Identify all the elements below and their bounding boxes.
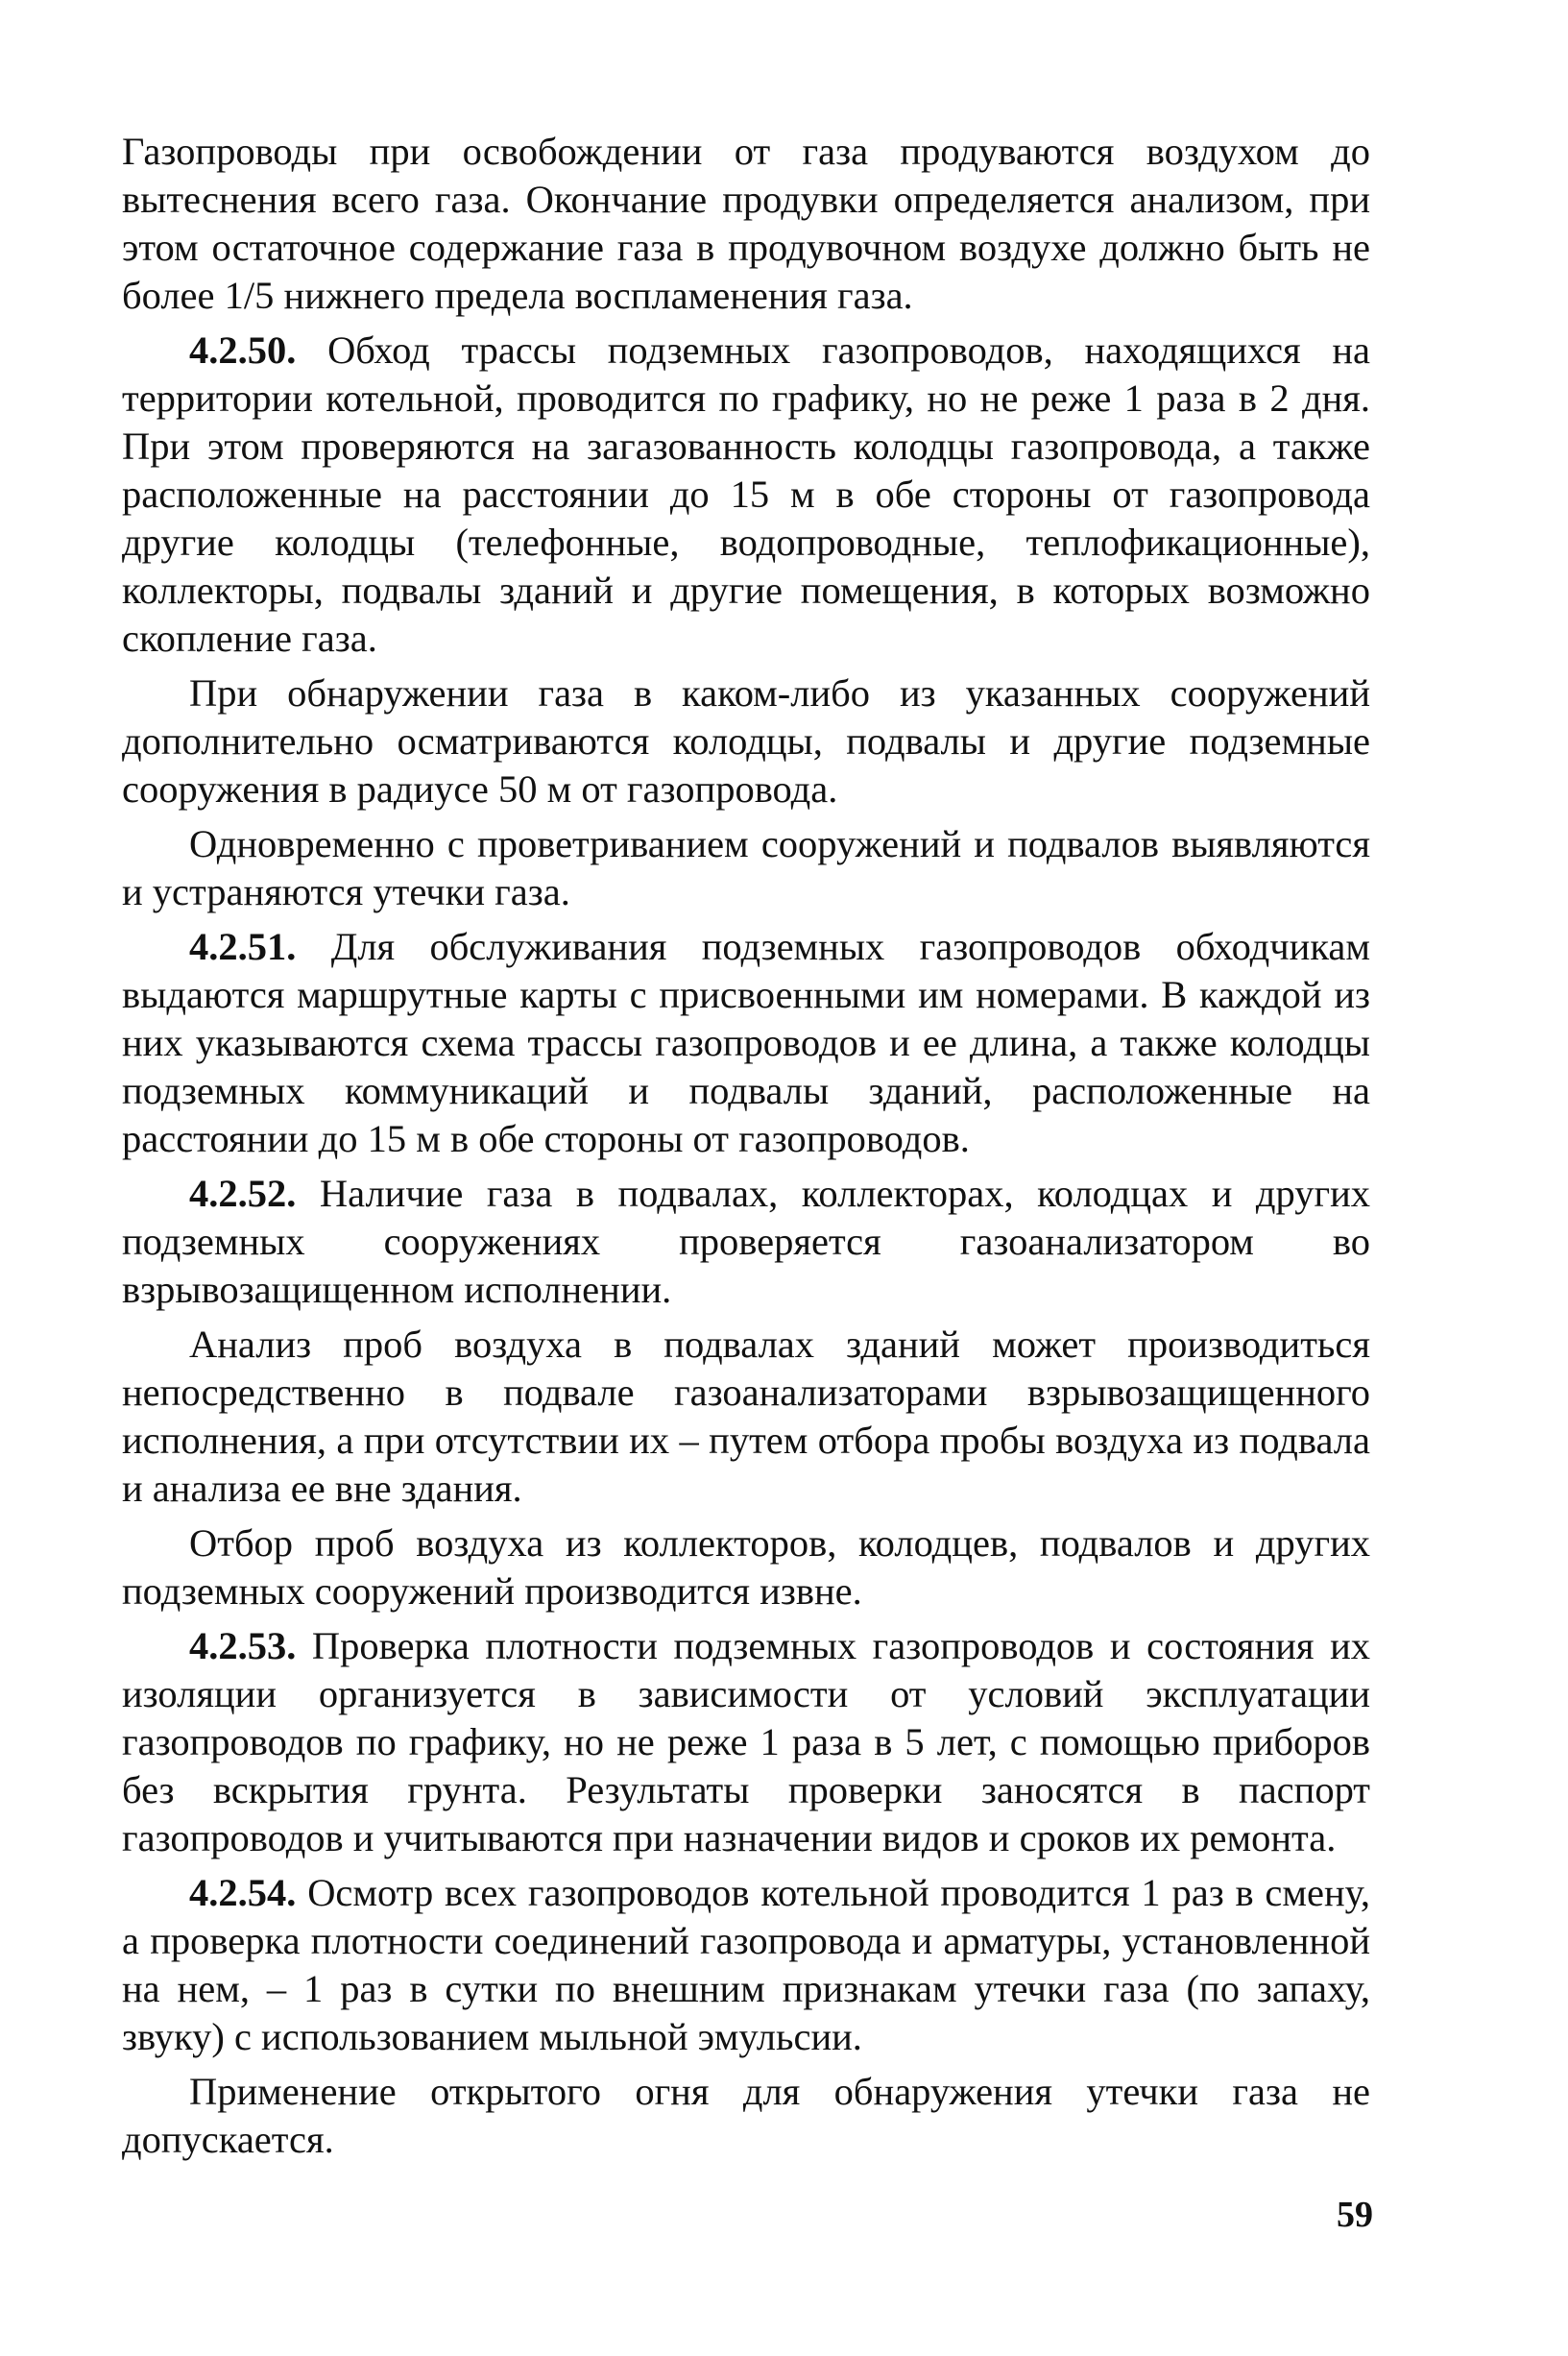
paragraph-air-sampling	[122, 1519, 1370, 1615]
paragraph-gas-detection	[122, 669, 1370, 814]
paragraph-text: Для обслуживания подземных газопроводов обходчикам выдаются маршрутные карты с присвоенными им номерами. В каждой из них указываются схема трассы газопроводов и ее длина, а также колодцы подземных коммуникаций и подвалы зданий, расположенные на расстоянии до 15 м в обе стороны от газопроводов.	[122, 925, 1371, 1160]
paragraph-text: Газопроводы при освобождении от газа продуваются воздухом до вытеснения всего газа. Окончание продувки определяется анализом, при этом остаточное содержание газа в продувочном воздухе должно быть не более 1/5 нижнего предела воспламенения газа.	[122, 130, 1370, 317]
paragraph-text: Наличие газа в подвалах, коллекторах, колодцах и других подземных сооружениях проверяется газоанализатором во взрывозащищенном исполнении.	[122, 1172, 1371, 1311]
paragraph-text: Применение открытого огня для обнаружения утечки газа не допускается.	[122, 2070, 1370, 2161]
paragraph-4-2-53	[122, 1622, 1370, 1862]
paragraph-text: Одновременно с проветриванием сооружений и подвалов выявляются и устраняются утечки газа.	[122, 822, 1370, 913]
paragraph-4-2-51	[122, 923, 1370, 1163]
paragraph-text: Проверка плотности подземных газопроводов и состояния их изоляции организуется в зависимости от условий эксплуатации газопроводов по графику, но не реже 1 раза в 5 лет, с помощью приборов без вскрытия грунта. Результаты проверки заносятся в паспорт газопроводов и учитываются при назначении видов и сроков их ремонта.	[122, 1624, 1370, 1859]
document-page	[122, 128, 1370, 2260]
clause-number: 4.2.50.	[189, 328, 297, 372]
paragraph-purge	[122, 128, 1370, 320]
paragraph-open-fire	[122, 2068, 1370, 2164]
clause-number: 4.2.53.	[189, 1624, 297, 1667]
page-number: 59	[1337, 2195, 1373, 2235]
paragraph-ventilation	[122, 820, 1370, 916]
clause-number: 4.2.52.	[189, 1172, 297, 1215]
paragraph-4-2-52	[122, 1170, 1370, 1314]
paragraph-air-analysis	[122, 1321, 1370, 1513]
clause-number: 4.2.54.	[189, 1871, 297, 1914]
clause-number: 4.2.51.	[189, 925, 297, 968]
paragraph-4-2-50	[122, 327, 1370, 663]
paragraph-4-2-54	[122, 1869, 1370, 2061]
paragraph-text: При обнаружении газа в каком-либо из указанных сооружений дополнительно осматриваются колодцы, подвалы и другие подземные сооружения в радиусе 50 м от газопровода.	[122, 671, 1370, 811]
paragraph-text: Анализ проб воздуха в подвалах зданий может производиться непосредственно в подвале газоанализаторами взрывозащищенного исполнения, а при отсутствии их – путем отбора пробы воздуха из подвала и анализа ее вне здания.	[122, 1323, 1370, 1510]
paragraph-text: Отбор проб воздуха из коллекторов, колодцев, подвалов и других подземных сооружений производится извне.	[122, 1521, 1370, 1613]
paragraph-text: Обход трассы подземных газопроводов, находящихся на территории котельной, проводится по графику, но не реже 1 раза в 2 дня. При этом проверяются на загазованность колодцы газопровода, а также расположенные на расстоянии до 15 м в обе стороны от газопровода другие колодцы (телефонные, водопроводные, теплофикационные), коллекторы, подвалы зданий и другие помещения, в которых возможно скопление газа.	[122, 328, 1371, 660]
paragraph-text: Осмотр всех газопроводов котельной проводится 1 раз в смену, а проверка плотности соединений газопровода и арматуры, установленной на нем, – 1 раз в сутки по внешним признакам утечки газа (по запаху, звуку) с использованием мыльной эмульсии.	[122, 1871, 1370, 2058]
